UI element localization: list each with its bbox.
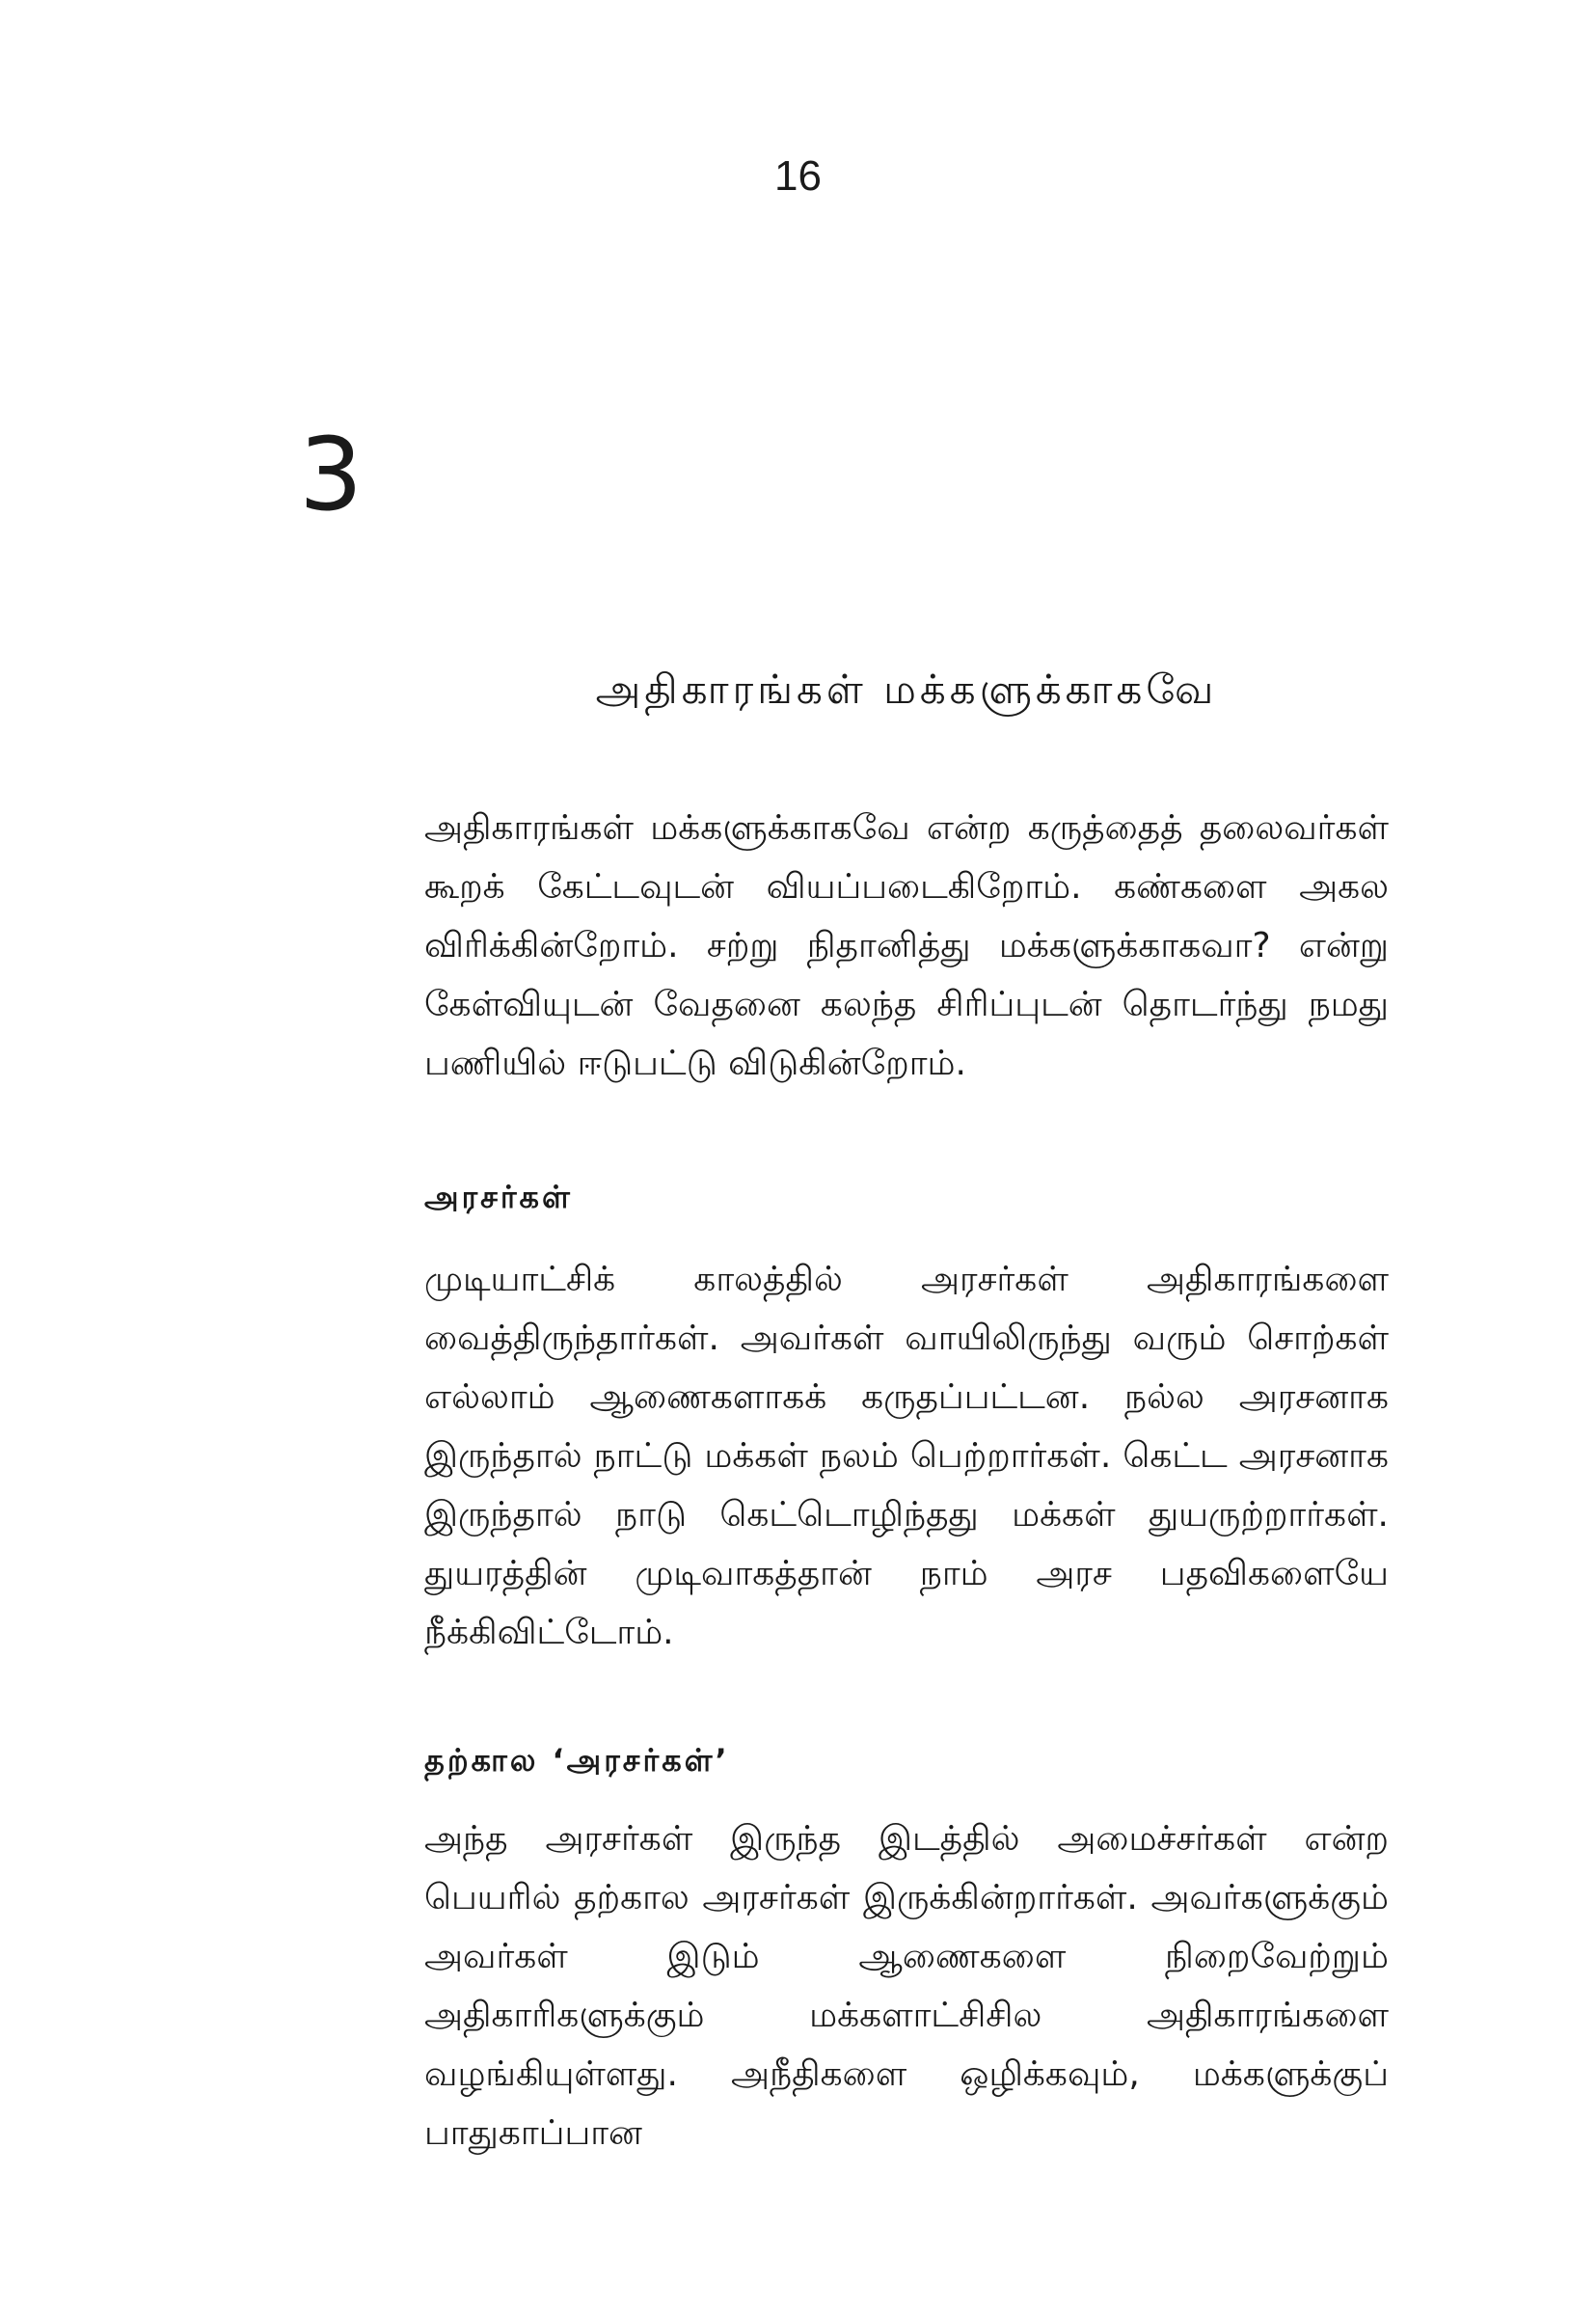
chapter-title: அதிகாரங்கள் மக்களுக்காகவே	[595, 666, 1218, 713]
section-heading-kings: அரசர்கள்	[424, 1179, 573, 1215]
modern-kings-paragraph: அந்த அரசர்கள் இருந்த இடத்தில் அமைச்சர்கள் என்ற பெயரில் தற்கால அரசர்கள் இருக்கின்றார்கள். அவர்களுக்கும் அவர்கள் இடும் ஆணைகளை நிறைவேற்றும் அதிகாரிகளுக்கும் மக்களாட்சிசில அதிகாரங்களை வழங்கியுள்ளது. அநீதிகளை ஒழிக்கவும், மக்களுக்குப் பாதுகாப்பான	[424, 1819, 1389, 2153]
chapter-number: 3	[299, 416, 364, 533]
section-heading-modern-kings: தற்கால ‘அரசர்கள்’	[424, 1742, 730, 1779]
kings-paragraph: முடியாட்சிக் காலத்தில் அரசர்கள் அதிகாரங்களை வைத்திருந்தார்கள். அவர்கள் வாயிலிருந்து வரும் சொற்கள் எல்லாம் ஆணைகளாகக் கருதப்பட்டன. நல்ல அரசனாக இருந்தால் நாட்டு மக்கள் நலம் பெற்றார்கள். கெட்ட அரசனாக இருந்தால் நாடு கெட்டொழிந்தது மக்கள் துயருற்றார்கள். துயரத்தின் முடிவாகத்தான் நாம் அரச பதவிகளையே நீக்கிவிட்டோம்.	[424, 1260, 1389, 1652]
page-number: 16	[774, 152, 822, 200]
intro-paragraph: அதிகாரங்கள் மக்களுக்காகவே என்ற கருத்தைத் தலைவர்கள் கூறக் கேட்டவுடன் வியப்படைகிறோம். கண்களை அகல விரிக்கின்றோம். சற்று நிதானித்து மக்களுக்காகவா? என்று கேள்வியுடன் வேதனை கலந்த சிரிப்புடன் தொடர்ந்து நமது பணியில் ஈடுபட்டு விடுகின்றோம்.	[424, 808, 1389, 1083]
